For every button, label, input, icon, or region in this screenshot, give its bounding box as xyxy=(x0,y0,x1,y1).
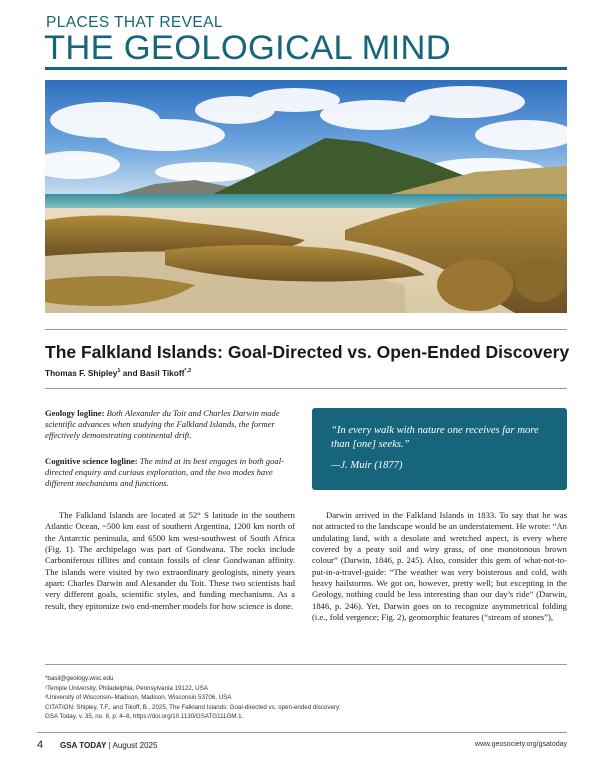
footnote-affil-2: ²University of Wisconsin–Madison, Madison, Wisconsin 53706, USA xyxy=(45,694,232,701)
footnote-email: *basil@geology.wisc.edu xyxy=(45,675,114,682)
geology-logline xyxy=(45,408,293,442)
cognitive-logline xyxy=(45,456,293,490)
title-top-rule xyxy=(45,329,567,330)
article-title: The Falkland Islands: Goal-Directed vs. Open-Ended Discovery xyxy=(45,342,570,362)
body-column-left xyxy=(45,510,295,612)
page-number: 4 xyxy=(37,739,44,751)
pull-quote xyxy=(312,408,567,490)
journal-line xyxy=(60,741,157,750)
journal-name: GSA TODAY xyxy=(60,741,107,750)
title-bottom-rule xyxy=(45,388,567,389)
falkland-coast-photo xyxy=(45,80,567,313)
header-rule xyxy=(45,67,567,70)
authors xyxy=(45,368,191,378)
geology-logline-text: Both Alexander du Toit and Charles Darwin made scientific advances when studying the Falkland Islands, the former effectively demonstrating continental drift. xyxy=(45,408,280,441)
footnote-affil-1: ¹Temple University, Philadelphia, Pennsylvania 19122, USA xyxy=(45,685,208,692)
body-paragraph-left: The Falkland Islands are located at 52° S latitude in the southern Atlantic Ocean, ~500 km east of southern Argentina, 1200 km north of the Antarctic peninsula, and 6500 km west-southwest of South Africa (Fig. 1). The archipelago was part of Gondwana. The rocks include Carboniferous tillites and contain fossils of clear Gondwanan affinity. The islands were visited by two extraordinary geologists, ninety years apart: Charles Darwin and Alexander du Toit. These two scientists had very different goals, scientific styles, and funding mechanisms. As a result, they epitomize two end-member models for how science is done. xyxy=(45,510,295,611)
author-joiner: and xyxy=(120,368,140,378)
author-1-affil: 1 xyxy=(117,368,121,375)
cognitive-logline-label: Cognitive science logline: xyxy=(45,456,138,466)
author-1: Thomas F. Shipley xyxy=(45,368,118,378)
body-column-right xyxy=(312,510,567,623)
issue-date: August 2025 xyxy=(112,741,158,750)
author-2: Basil Tikoff xyxy=(139,368,185,378)
section-title: THE GEOLOGICAL MIND xyxy=(44,29,451,67)
footnote-rule xyxy=(45,664,567,665)
pull-quote-text: “In every walk with nature one receives far more than [one] seeks.” xyxy=(331,425,539,450)
journal-separator: | xyxy=(106,741,113,750)
section-kicker: PLACES THAT REVEAL xyxy=(46,14,223,31)
footer-rule xyxy=(37,732,567,733)
footnote-citation-1: CITATION: Shipley, T.F., and Tikoff, B., 2025, The Falkland Islands: Goal-directed vs. open-ended discovery: xyxy=(45,704,341,711)
cognitive-logline-text: The mind at its best engages in both goal-directed enquiry and curious exploration, and the two modes have different mechanisms and functions. xyxy=(45,456,284,489)
body-paragraph-right: Darwin arrived in the Falkland Islands in 1833. To say that he was not attracted to the landscape would be an understatement. He wrote: “An undulating land, with a desolate and wretched aspect, is every where covered by a peaty soil and wiry grass, of one monotonous brown colour” (Darwin, 1846, p. 245). Also, consider this gem of what-not-to-put-in-a-travel-guide: “The weather was very boisterous and cold, with heavy hailstorms. We got on, however, pretty well; but excepting in the Geology, nothing could be less interesting than our day’s ride” (Darwin, 1846, p. 246). Yet, Darwin goes on to recognize asymmetrical folding (i.e., fold vergence; Fig. 2), geomorphic features (“stream of stones”), xyxy=(312,510,567,623)
website-link[interactable]: www.geosociety.org/gsatoday xyxy=(474,741,567,748)
pull-quote-attribution: —J. Muir (1877) xyxy=(331,460,403,471)
footnote-citation-2: GSA Today, v. 35, no. 8, p. 4–8, https://doi.org/10.1130/GSATG111GM.1. xyxy=(45,713,244,720)
geology-logline-label: Geology logline: xyxy=(45,408,105,418)
author-2-affil: *,2 xyxy=(184,368,192,375)
